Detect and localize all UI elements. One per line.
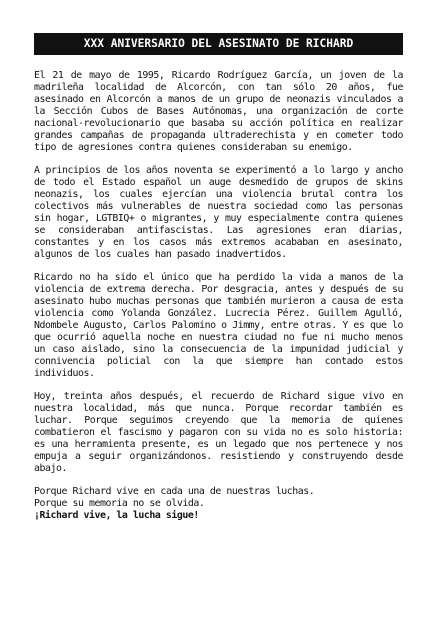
closing-line-1: Porque Richard vive en cada una de nuestras luchas. [34,486,315,497]
document-body [34,70,403,522]
paragraph-context: A principios de los años noventa se experimentó a lo largo y ancho de todo el Estado español un auge desmedido de grupos de skins neonazis, los cuales ejercían una violencia brutal contra los colectivos más vulnerables de nuestra sociedad como las personas sin hogar, LGTBIQ+ o migrantes, y muy especialmente contra quienes se consideraban antifascistas. Las agresiones eran diarias, constantes y en los casos más extremos acababan en asesinato, algunos de los cuales han pasado inadvertidos. [34,165,403,260]
closing-line-2: Porque su memoria no se olvida. [34,498,205,509]
title-banner: XXX ANIVERSARIO DEL ASESINATO DE RICHARD [34,33,403,55]
paragraph-intro: El 21 de mayo de 1995, Ricardo Rodríguez García, un joven de la madrileña localidad de Alcorcón, con tan sólo 20 años, fue asesinado en Alcorcón a manos de un grupo de neonazis vinculados a la Sección Cubos de Bases Autónomas, una organización de corte nacional-revolucionario que basaba su acción política en realizar grandes campañas de propaganda ultraderechista y en cometer todo tipo de agresiones contra quienes consideraban su enemigo. [34,70,403,153]
paragraph-memory: Hoy, treinta años después, el recuerdo de Richard sigue vivo en nuestra localidad, más que nunca. Porque recordar también es luchar. Porque seguimos creyendo que la memoria de quienes combatieron el fascismo y pagaron con su vida no es solo historia: es una herramienta presente, es un legado que nos pertenece y nos empuja a seguir organizándonos. resistiendo y construyendo desde abajo. [34,391,403,474]
closing-slogan: ¡Richard vive, la lucha sigue! [34,510,199,521]
paragraph-victims: Ricardo no ha sido el único que ha perdido la vida a manos de la violencia de extrema derecha. Por desgracia, antes y después de su asesinato hubo muchas personas que también murieron a causa de esta violencia como Yolanda González. Lucrecia Pérez. Guillem Agulló, Ndombele Augusto, Carlos Palomino o Jimmy, entre otras. Y es que lo que ocurrió aquella noche en nuestra ciudad no fue ni mucho menos un caso aislado, sino la consecuencia de la impunidad judicial y connivencia policial con la que siempre han contado estos individuos. [34,272,403,379]
